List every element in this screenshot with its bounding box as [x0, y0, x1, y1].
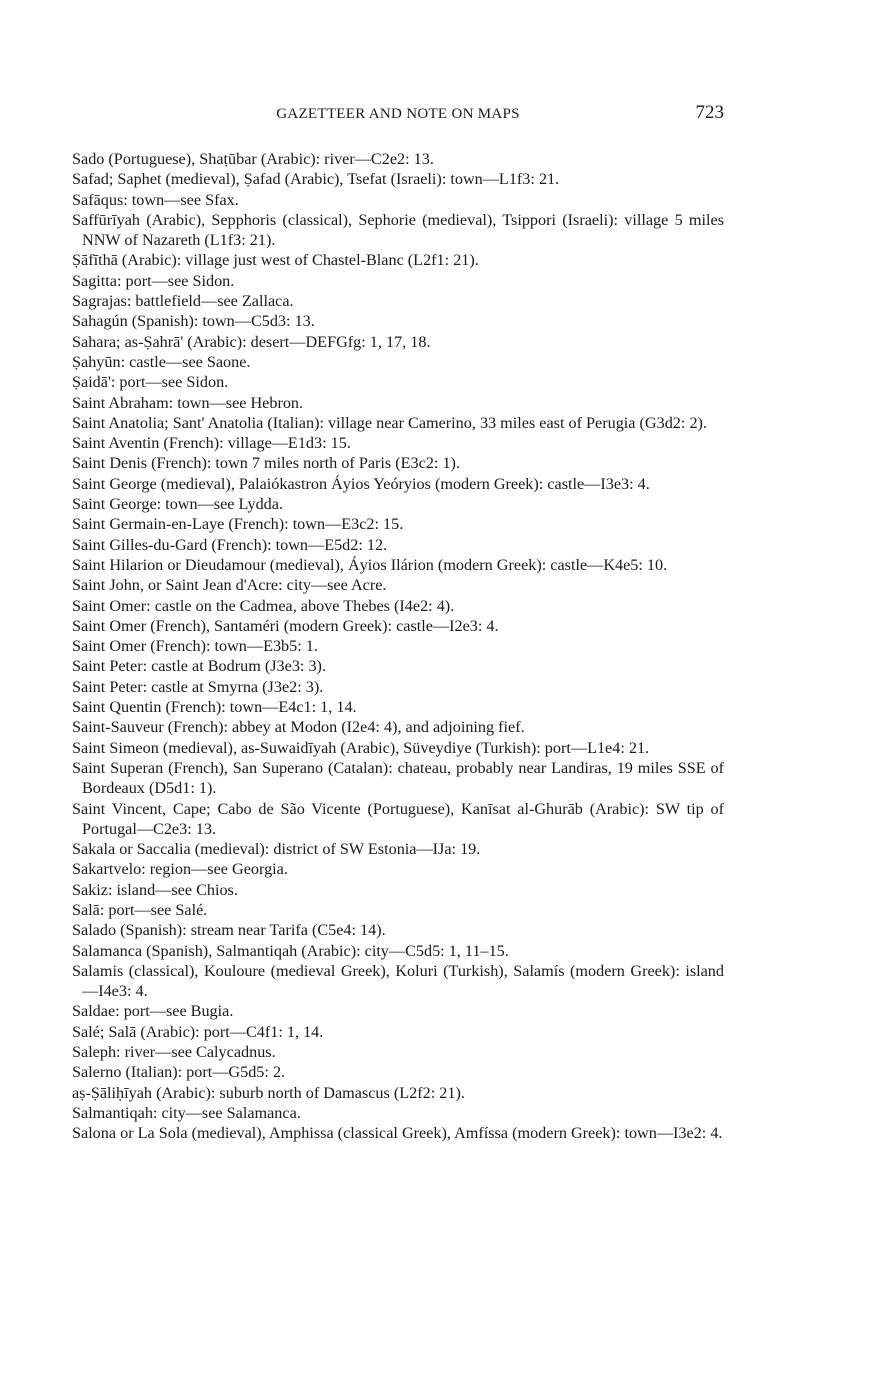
gazetteer-entry: Sakiz: island—see Chios. — [72, 880, 238, 899]
gazetteer-entry: Salmantiqah: city—see Salamanca. — [72, 1103, 301, 1122]
gazetteer-entry: Saint-Sauveur (French): abbey at Modon (I2e4: 4), and adjoining fief. — [72, 718, 525, 737]
gazetteer-entry: Salamanca (Spanish), Salmantiqah (Arabic): city—C5d5: 1, 11–15. — [72, 941, 509, 960]
gazetteer-entry: Saint Quentin (French): town—E4c1: 1, 14. — [72, 698, 357, 717]
page-header — [72, 102, 724, 128]
gazetteer-entries — [72, 149, 724, 1144]
gazetteer-entry: Ṣāfīthā (Arabic): village just west of Chastel-Blanc (L2f1: 21). — [72, 251, 479, 270]
gazetteer-entry: Safāqus: town—see Sfax. — [72, 190, 239, 209]
gazetteer-entry: Saint Aventin (French): village—E1d3: 15. — [72, 434, 351, 453]
gazetteer-entry: Salé; Salā (Arabic): port—C4f1: 1, 14. — [72, 1022, 324, 1041]
gazetteer-entry: Saint Peter: castle at Bodrum (J3e3: 3). — [72, 657, 326, 676]
gazetteer-entry: Saint Peter: castle at Smyrna (J3e2: 3). — [72, 677, 324, 696]
gazetteer-entry: aṣ-Ṣāliḥīyah (Arabic): suburb north of Damascus (L2f2: 21). — [72, 1083, 465, 1102]
gazetteer-entry: Saffūrīyah (Arabic), Sepphoris (classical), Sephorie (medieval), Tsippori (Israeli): village 5 miles NNW of Nazareth (L1f3: 21). — [72, 210, 724, 250]
gazetteer-entry: Saint Anatolia; Sant' Anatolia (Italian): village near Camerino, 33 miles east of Perugia (G3d2: 2). — [72, 413, 707, 432]
gazetteer-entry: Salā: port—see Salé. — [72, 900, 208, 919]
gazetteer-entry: Saleph: river—see Calycadnus. — [72, 1043, 276, 1062]
page-number: 723 — [695, 102, 724, 123]
gazetteer-entry: Saint Gilles-du-Gard (French): town—E5d2: 12. — [72, 535, 388, 554]
gazetteer-entry: Saint John, or Saint Jean d'Acre: city—see Acre. — [72, 576, 387, 595]
gazetteer-entry: Sakartvelo: region—see Georgia. — [72, 860, 288, 879]
gazetteer-entry: Sahagún (Spanish): town—C5d3: 13. — [72, 312, 315, 331]
gazetteer-entry: Saint Hilarion or Dieudamour (medieval), Áyios Ilárion (modern Greek): castle—K4e5: 10. — [72, 555, 668, 574]
gazetteer-entry: Saint Omer (French): town—E3b5: 1. — [72, 637, 318, 656]
gazetteer-entry: Salerno (Italian): port—G5d5: 2. — [72, 1063, 286, 1082]
gazetteer-entry: Saint Omer (French), Santaméri (modern Greek): castle—I2e3: 4. — [72, 616, 499, 635]
gazetteer-entry: Saint Denis (French): town 7 miles north of Paris (E3c2: 1). — [72, 454, 460, 473]
gazetteer-entry: Sakala or Saccalia (medieval): district of SW Estonia—IJa: 19. — [72, 840, 481, 859]
gazetteer-entry: Sagitta: port—see Sidon. — [72, 271, 235, 290]
gazetteer-entry: Saint Simeon (medieval), as-Suwaidīyah (Arabic), Süveydiye (Turkish): port—L1e4: 21. — [72, 738, 650, 757]
gazetteer-entry: Saint Omer: castle on the Cadmea, above Thebes (I4e2: 4). — [72, 596, 455, 615]
gazetteer-entry: Sado (Portuguese), Shaṭūbar (Arabic): river—C2e2: 13. — [72, 150, 434, 168]
gazetteer-entry: Ṣaidā': port—see Sidon. — [72, 373, 229, 392]
gazetteer-entry: Saint Germain-en-Laye (French): town—E3c2: 15. — [72, 515, 404, 534]
gazetteer-entry: Safad; Saphet (medieval), Ṣafad (Arabic), Tsefat (Israeli): town—L1f3: 21. — [72, 170, 560, 189]
gazetteer-entry: Saint George (medieval), Palaiókastron Áyios Yeóryios (modern Greek): castle—I3e3: 4. — [72, 474, 650, 493]
gazetteer-entry: Salamis (classical), Kouloure (medieval Greek), Koluri (Turkish), Salamís (modern Greek): island—I4e3: 4. — [72, 961, 724, 1001]
gazetteer-entry: Sagrajas: battlefield—see Zallaca. — [72, 292, 294, 311]
gazetteer-entry: Saint Vincent, Cape; Cabo de São Vicente (Portuguese), Kanīsat al-Ghurāb (Arabic): SW tip of Portugal—C2e3: 13. — [72, 799, 724, 838]
running-head: GAZETTEER AND NOTE ON MAPS — [276, 106, 520, 122]
gazetteer-entry: Ṣahyūn: castle—see Saone. — [72, 352, 251, 371]
gazetteer-entry: Saldae: port—see Bugia. — [72, 1002, 234, 1021]
gazetteer-entry: Saint George: town—see Lydda. — [72, 495, 283, 514]
gazetteer-entry: Salona or La Sola (medieval), Amphissa (classical Greek), Amfíssa (modern Greek): town—I3e2: 4. — [72, 1124, 723, 1143]
gazetteer-entry: Sahara; as-Ṣahrā' (Arabic): desert—DEFGfg: 1, 17, 18. — [72, 332, 431, 351]
gazetteer-entry: Saint Superan (French), San Superano (Catalan): chateau, probably near Landiras, 19 miles SSE of Bordeaux (D5d1: 1). — [72, 758, 724, 798]
gazetteer-entry: Saint Abraham: town—see Hebron. — [72, 393, 304, 412]
gazetteer-entry: Salado (Spanish): stream near Tarifa (C5e4: 14). — [72, 921, 386, 940]
